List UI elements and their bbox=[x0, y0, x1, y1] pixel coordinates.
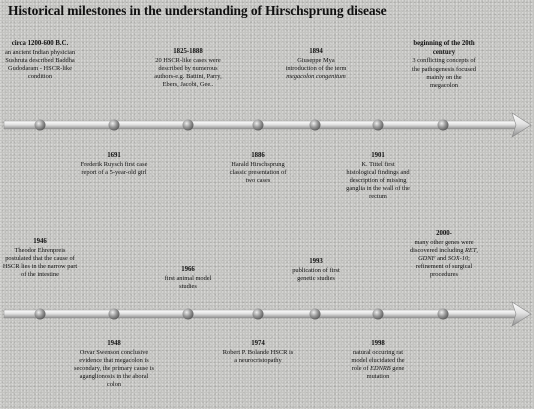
diagram-title: Historical milestones in the understanding of Hirschsprung disease bbox=[8, 3, 387, 18]
event-1993 bbox=[288, 258, 344, 283]
event-1966 bbox=[158, 266, 218, 291]
marker-1825 bbox=[183, 120, 194, 131]
event-1998 bbox=[346, 340, 410, 381]
event-text: Orvar Swenson conclusive evidence that megacolon is secondary, the primary cause is aganglionosis in the aboral colon bbox=[74, 348, 154, 389]
event-text: 3 conflicting concepts of the pathogenesis focused mainly on the megacolon bbox=[412, 57, 476, 89]
event-date: circa 1200-600 B.C. bbox=[11, 40, 69, 47]
event-1946 bbox=[2, 238, 78, 279]
event-text: Robert P. Bolande HSCR is a neurocristopathy bbox=[222, 348, 294, 364]
marker-1200bc bbox=[35, 120, 46, 131]
event-2000 bbox=[404, 230, 484, 280]
event-text: 20 HSCR-like cases were described by numerous authors-e.g. Battini, Parry, Ebers, Jacobi, Gee.. bbox=[154, 56, 222, 89]
event-date: 1974 bbox=[251, 340, 265, 347]
event-date: 1966 bbox=[181, 266, 195, 273]
event-date: 1901 bbox=[371, 152, 385, 159]
event-date: 1825-1888 bbox=[173, 48, 203, 55]
event-text: K. Tittel first histological findings and description of missing ganglia in the wall of the rectum bbox=[346, 160, 410, 201]
marker-1691 bbox=[109, 120, 120, 131]
marker-1998 bbox=[373, 309, 384, 320]
event-1825-1888 bbox=[150, 48, 226, 89]
event-text: Giuseppe Mya introduction of the term bbox=[285, 56, 347, 72]
event-date: 1998 bbox=[371, 340, 385, 347]
timeline-arrow-top bbox=[4, 113, 531, 137]
marker-20th bbox=[438, 120, 449, 131]
event-1894 bbox=[282, 48, 350, 81]
marker-1993 bbox=[310, 309, 321, 320]
event-text: an ancient Indian physician Sushruta described Baddha Gudodaram - HSCR-like condition bbox=[4, 48, 76, 81]
timeline-arrow-bottom bbox=[4, 302, 531, 326]
marker-1901 bbox=[373, 120, 384, 131]
event-date: 1886 bbox=[251, 152, 265, 159]
event-text: Harald Hirschsprung classic presentation of two cases bbox=[229, 160, 287, 185]
event-text: Frederik Ruysch first case report of a 5-year-old girl bbox=[80, 160, 148, 176]
event-italic-term: megacolon congenitum bbox=[286, 73, 346, 81]
marker-1974 bbox=[253, 309, 264, 320]
marker-1948 bbox=[109, 309, 120, 320]
event-text: publication of first genetic studies bbox=[292, 266, 340, 282]
event-date: 1894 bbox=[309, 48, 323, 55]
marker-2000 bbox=[438, 309, 449, 320]
event-date: 1946 bbox=[33, 238, 47, 245]
event-1974 bbox=[222, 340, 294, 365]
marker-1886 bbox=[253, 120, 264, 131]
event-1901 bbox=[346, 152, 410, 202]
event-date: 2000- bbox=[436, 230, 452, 237]
event-1691 bbox=[78, 152, 150, 177]
event-date: 1993 bbox=[309, 258, 323, 265]
event-text: many other genes were discovered including RET, GDNF and SOX-10; refinement of surgical procedures bbox=[409, 238, 478, 279]
event-date: 1691 bbox=[107, 152, 121, 159]
event-date: beginning of the 20th century bbox=[413, 40, 475, 56]
event-text: first animal model studies bbox=[164, 274, 212, 290]
timeline-markers bbox=[35, 120, 449, 320]
event-date: 1948 bbox=[107, 340, 121, 347]
marker-1966 bbox=[183, 309, 194, 320]
marker-1894 bbox=[310, 120, 321, 131]
event-1948 bbox=[72, 340, 156, 390]
event-text: natural occuring rat model elucidated the role of EDNRB gene mutation bbox=[351, 348, 405, 381]
event-text: Theodor Ehrenpreis postulated that the cause of HSCR lies in the narrow part of the intestine bbox=[2, 246, 78, 279]
marker-1946 bbox=[35, 309, 46, 320]
event-1886 bbox=[228, 152, 288, 185]
event-1200bc bbox=[2, 40, 78, 81]
event-20th-century bbox=[412, 40, 476, 90]
